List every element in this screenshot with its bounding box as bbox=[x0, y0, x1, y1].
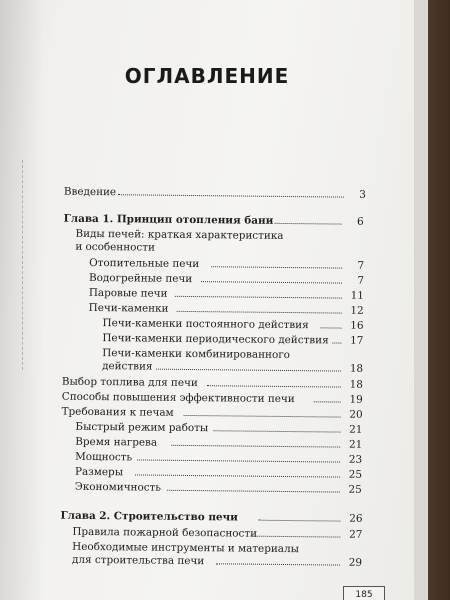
leader-dots bbox=[156, 369, 341, 372]
leader-dots bbox=[137, 459, 340, 462]
toc-entry-page: 11 bbox=[350, 289, 364, 302]
toc-entry-title: Печи-каменки периодического действия bbox=[102, 332, 329, 347]
toc-entry-page: 7 bbox=[357, 259, 365, 272]
toc-entry-title: Печи-каменки постоянного действия bbox=[102, 317, 309, 332]
toc-entry-title: Требования к печам bbox=[61, 405, 174, 419]
leader-dots bbox=[175, 296, 342, 299]
toc-chapter-1[interactable] bbox=[63, 212, 364, 228]
toc-entry-page: 17 bbox=[350, 334, 364, 347]
leader-dots bbox=[213, 430, 340, 432]
toc-entry-water[interactable] bbox=[88, 271, 365, 287]
toc-entry-title: Правила пожарной безопасности bbox=[72, 525, 258, 540]
toc-entry-title: Печи-каменки комбинированного bbox=[102, 347, 291, 362]
leader-dots bbox=[258, 520, 340, 522]
toc-entry-title: Время нагрева bbox=[75, 435, 158, 449]
toc-entry-heat-time[interactable] bbox=[75, 435, 363, 451]
toc-entry-title-continuation: для строительства печи bbox=[72, 553, 205, 568]
leader-dots bbox=[118, 194, 344, 197]
toc-entry-kamenki-periodic[interactable] bbox=[102, 331, 364, 347]
toc-entry-title: Паровые печи bbox=[88, 286, 168, 300]
toc-entry-size[interactable] bbox=[74, 465, 363, 481]
toc-entry-intro[interactable] bbox=[63, 185, 366, 201]
toc-entry-page: 27 bbox=[349, 528, 363, 541]
toc-entry-page: 16 bbox=[350, 319, 364, 332]
toc-entry-page: 3 bbox=[359, 188, 366, 201]
toc-entry-title: Выбор топлива для печи bbox=[61, 375, 198, 390]
binding-stitch bbox=[22, 160, 24, 370]
page-title: ОГЛАВЛЕНИЕ bbox=[124, 64, 290, 88]
toc-entry-page: 29 bbox=[348, 556, 363, 569]
toc-entry-page: 21 bbox=[349, 423, 363, 436]
toc-entry-title: Отопительные печи bbox=[89, 256, 200, 271]
toc-entry-title-continuation: и особенности bbox=[75, 240, 155, 254]
toc-entry-page: 23 bbox=[348, 453, 363, 466]
toc-entry-title: Водогрейные печи bbox=[88, 271, 193, 286]
toc-entry-kamenki[interactable] bbox=[88, 301, 364, 317]
toc-entry-title: Способы повышения эффективности печи bbox=[61, 390, 295, 406]
toc-entry-title-continuation: действия bbox=[102, 360, 153, 373]
toc-entry-page: 12 bbox=[350, 304, 364, 317]
leader-dots bbox=[167, 490, 340, 493]
toc-chapter-2[interactable] bbox=[60, 509, 363, 525]
toc-entry-page: 21 bbox=[348, 438, 363, 451]
toc-entry-power[interactable] bbox=[75, 450, 363, 466]
toc-entry-page: 25 bbox=[348, 483, 362, 496]
leader-dots bbox=[321, 327, 342, 328]
leader-dots bbox=[207, 385, 341, 387]
toc-entry-heating[interactable] bbox=[89, 256, 365, 272]
leader-dots bbox=[275, 223, 342, 225]
leader-dots bbox=[171, 445, 340, 448]
toc-entry-title: Виды печей: краткая характеристика bbox=[75, 227, 284, 242]
toc-entry-title: Печи-каменки bbox=[88, 301, 169, 315]
leader-dots bbox=[135, 474, 340, 477]
leader-dots bbox=[201, 281, 342, 283]
toc-entry-title: Мощность bbox=[75, 450, 133, 464]
toc-entry-title: Быстрый режим работы bbox=[75, 420, 209, 435]
table-of-contents bbox=[0, 184, 414, 569]
leader-dots bbox=[177, 311, 342, 314]
leader-dots bbox=[314, 401, 341, 402]
leader-dots bbox=[332, 342, 341, 343]
toc-entry-page: 26 bbox=[349, 512, 363, 525]
leader-dots bbox=[184, 415, 341, 418]
toc-entry-page: 7 bbox=[357, 274, 365, 287]
page-number-tab bbox=[343, 586, 385, 600]
toc-entry-efficiency[interactable] bbox=[61, 390, 363, 406]
toc-entry-page: 25 bbox=[348, 468, 363, 481]
toc-entry-fuel[interactable] bbox=[61, 375, 363, 391]
toc-entry-title: Введение bbox=[63, 185, 117, 199]
toc-entry-title: Необходимые инструменты и материалы bbox=[72, 540, 299, 556]
toc-entry-economy[interactable] bbox=[74, 480, 362, 496]
toc-chapter-title: Глава 2. Строительство печи bbox=[60, 509, 238, 524]
toc-entry-title: Размеры bbox=[74, 465, 124, 479]
toc-entry-fast-mode[interactable] bbox=[75, 420, 363, 436]
leader-dots bbox=[211, 266, 342, 268]
toc-entry-page: 20 bbox=[349, 408, 363, 421]
toc-entry-page: 18 bbox=[349, 362, 364, 375]
leader-dots bbox=[250, 536, 340, 538]
toc-entry-page: 6 bbox=[356, 215, 364, 228]
toc-entry-steam[interactable] bbox=[88, 286, 364, 302]
page-number: 185 bbox=[355, 590, 373, 600]
toc-chapter-title: Глава 1. Принцип отопления бани bbox=[63, 212, 274, 227]
leader-dots bbox=[216, 563, 340, 565]
toc-entry-page: 18 bbox=[349, 378, 363, 391]
toc-entry-kamenki-constant[interactable] bbox=[102, 316, 364, 332]
toc-entry-page: 19 bbox=[349, 393, 363, 406]
toc-entry-title: Экономичность bbox=[74, 480, 162, 494]
